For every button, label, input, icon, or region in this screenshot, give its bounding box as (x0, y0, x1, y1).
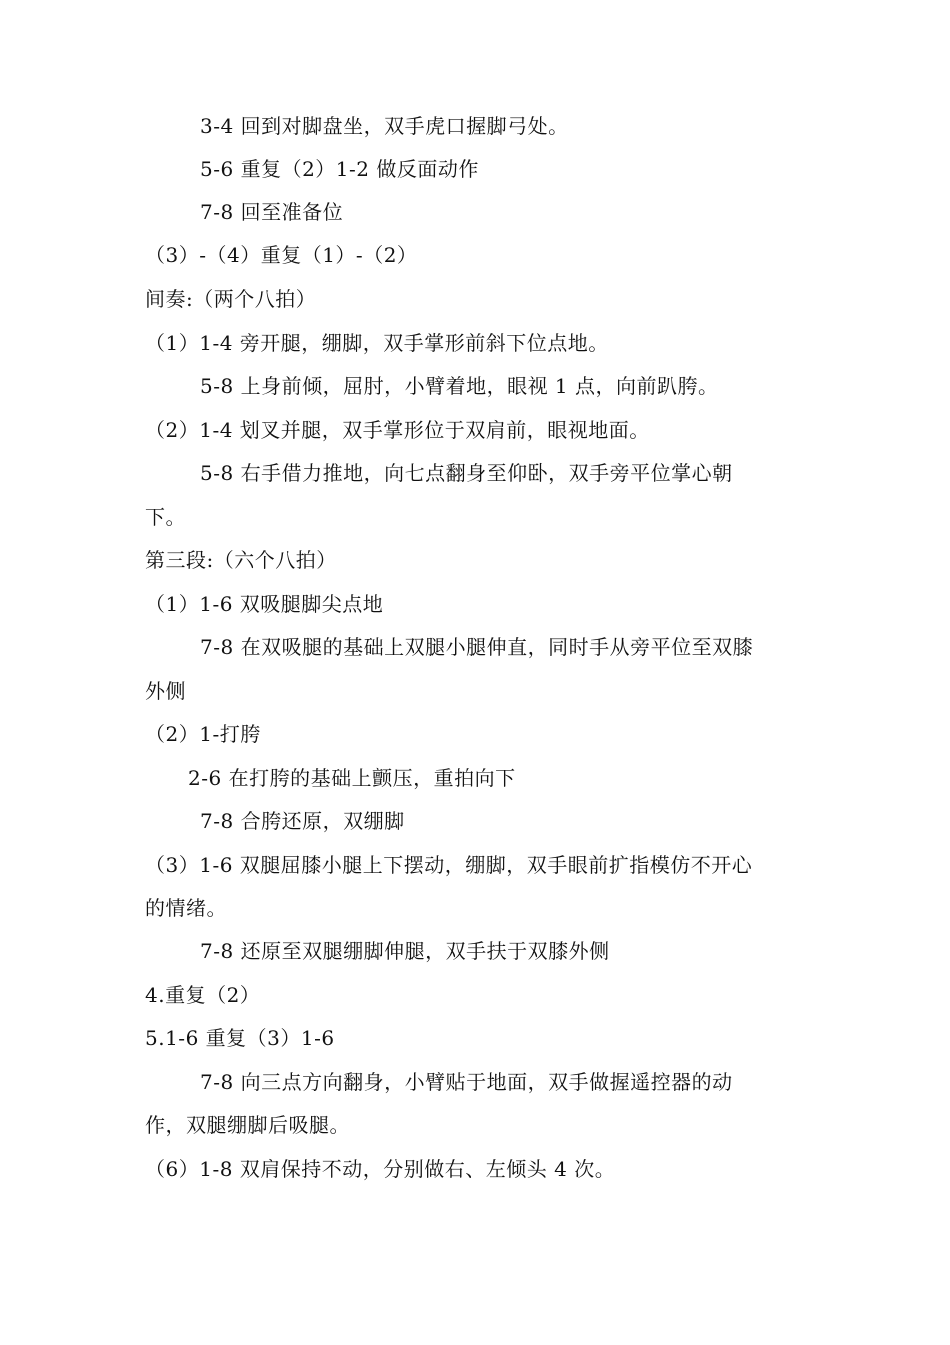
text-line-9: 5-8 右手借力推地，向七点翻身至仰卧，双手旁平位掌心朝 (200, 461, 733, 485)
text-line-25: （6）1-8 双肩保持不动，分别做右、左倾头 4 次。 (145, 1157, 616, 1181)
text-line-3: 7-8 回至准备位 (200, 200, 344, 224)
text-line-18: （3）1-6 双腿屈膝小腿上下摆动，绷脚，双手眼前扩指模仿不开心 (145, 853, 753, 877)
text-line-14: 外侧 (145, 679, 186, 703)
text-line-21: 4.重复（2） (145, 983, 261, 1007)
text-line-8: （2）1-4 划叉并腿，双手掌形位于双肩前，眼视地面。 (145, 418, 650, 442)
section-heading-part-three: 第三段:（六个八拍） (145, 548, 337, 572)
text-line-24: 作，双腿绷脚后吸腿。 (145, 1113, 350, 1137)
text-line-6: （1）1-4 旁开腿，绷脚，双手掌形前斜下位点地。 (145, 331, 609, 355)
text-line-15: （2）1-打胯 (145, 722, 261, 746)
text-line-2: 5-6 重复（2）1-2 做反面动作 (200, 157, 479, 181)
text-line-22: 5.1-6 重复（3）1-6 (145, 1026, 335, 1050)
text-line-12: （1）1-6 双吸腿脚尖点地 (145, 592, 384, 616)
text-line-4: （3）-（4）重复（1）-（2） (145, 243, 418, 267)
text-line-7: 5-8 上身前倾，屈肘，小臂着地，眼视 1 点，向前趴胯。 (200, 374, 719, 398)
text-line-23: 7-8 向三点方向翻身，小臂贴于地面，双手做握遥控器的动 (200, 1070, 733, 1094)
section-heading-interlude: 间奏:（两个八拍） (145, 287, 317, 311)
text-line-20: 7-8 还原至双腿绷脚伸腿，双手扶于双膝外侧 (200, 939, 610, 963)
text-line-19: 的情绪。 (145, 896, 227, 920)
text-line-13: 7-8 在双吸腿的基础上双腿小腿伸直，同时手从旁平位至双膝 (200, 635, 754, 659)
text-line-1: 3-4 回到对脚盘坐，双手虎口握脚弓处。 (200, 114, 569, 138)
text-line-17: 7-8 合胯还原，双绷脚 (200, 809, 405, 833)
text-line-16: 2-6 在打胯的基础上颤压，重拍向下 (188, 766, 516, 790)
text-line-10: 下。 (145, 505, 186, 529)
